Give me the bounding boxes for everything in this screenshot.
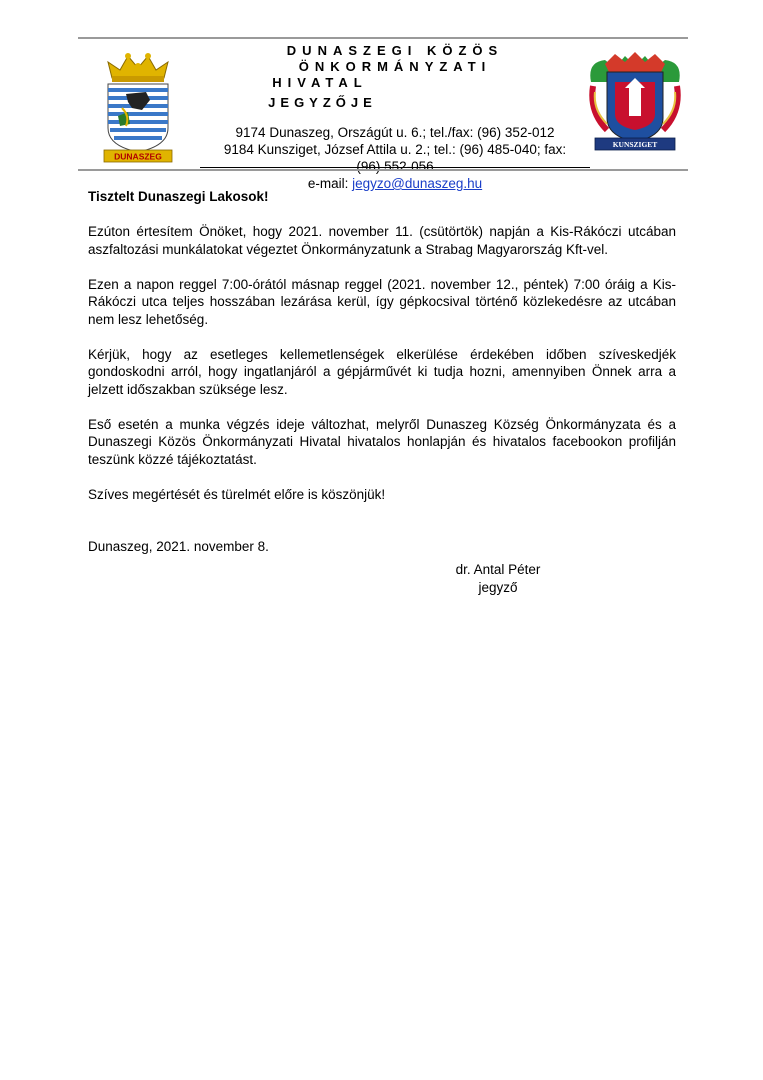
right-crest-label: KUNSZIGET (612, 140, 658, 149)
signature-block (452, 561, 544, 596)
letter-body (88, 188, 676, 573)
paragraph-3: Kérjük, hogy az esetleges kellemetlenségek elkerülése érdekében időben szíveskedjék gondoskodni arról, hogy ingatlanjáról a gépjárművét ki tudja hozni, amennyiben Önnek arra a jelzett időszakban szüksége lesz. (88, 346, 676, 397)
email-label: e-mail: (307, 176, 353, 191)
kunsziget-coat-of-arms-icon (585, 52, 685, 152)
greeting: Tisztelt Dunaszegi Lakosok! (88, 189, 269, 204)
paragraph-1: Ezúton értesítem Önöket, hogy 2021. november 11. (csütörtök) napján a Kis-Rákóczi utcában aszfaltozási munkálatokat végeztet Önkormányzatunk a Strabag Magyarország Kft-vel. (88, 224, 676, 257)
signer-title: jegyző (478, 579, 518, 595)
address-line2: 9184 Kunsziget, József Attila u. 2.; tel.: (96) 485-040; fax: (223, 142, 567, 157)
left-crest-label: DUNASZEG (114, 151, 162, 162)
address-line1: 9174 Dunaszeg, Országút u. 6.; tel./fax: (96) 352-012 (235, 125, 555, 140)
header-inner-rule (200, 167, 590, 168)
signer-name: dr. Antal Péter (455, 562, 541, 577)
paragraph-5: Szíves megértését és türelmét előre is köszönjük! (88, 486, 386, 502)
org-name-line1: DUNASZEGI KÖZÖS ÖNKORMÁNYZATI (286, 43, 504, 74)
org-name-line3: JEGYZŐJE (268, 95, 377, 110)
header-top-rule (78, 37, 688, 39)
paragraph-2: Ezen a napon reggel 7:00-órától másnap reggel (2021. november 12., péntek) 7:00 óráig a Kis-Rákóczi utca teljes hosszában lezárása kerül, így gépkocsival történő közlekedésre az utcában nem lesz lehetőség. (88, 276, 676, 327)
header-bottom-rule (78, 169, 688, 171)
place-date: Dunaszeg, 2021. november 8. (88, 538, 269, 554)
email-link[interactable]: jegyzo@dunaszeg.hu (352, 176, 483, 191)
org-name-line2: HIVATAL (272, 75, 368, 90)
paragraph-4: Eső esetén a munka végzés ideje változhat, melyről Dunaszeg Község Önkormányzata és a Dunaszegi Közös Önkormányzati Hivatal hivatalos honlapján és hivatalos facebookon profilján teszünk közzé tájékoztatást. (88, 416, 676, 467)
